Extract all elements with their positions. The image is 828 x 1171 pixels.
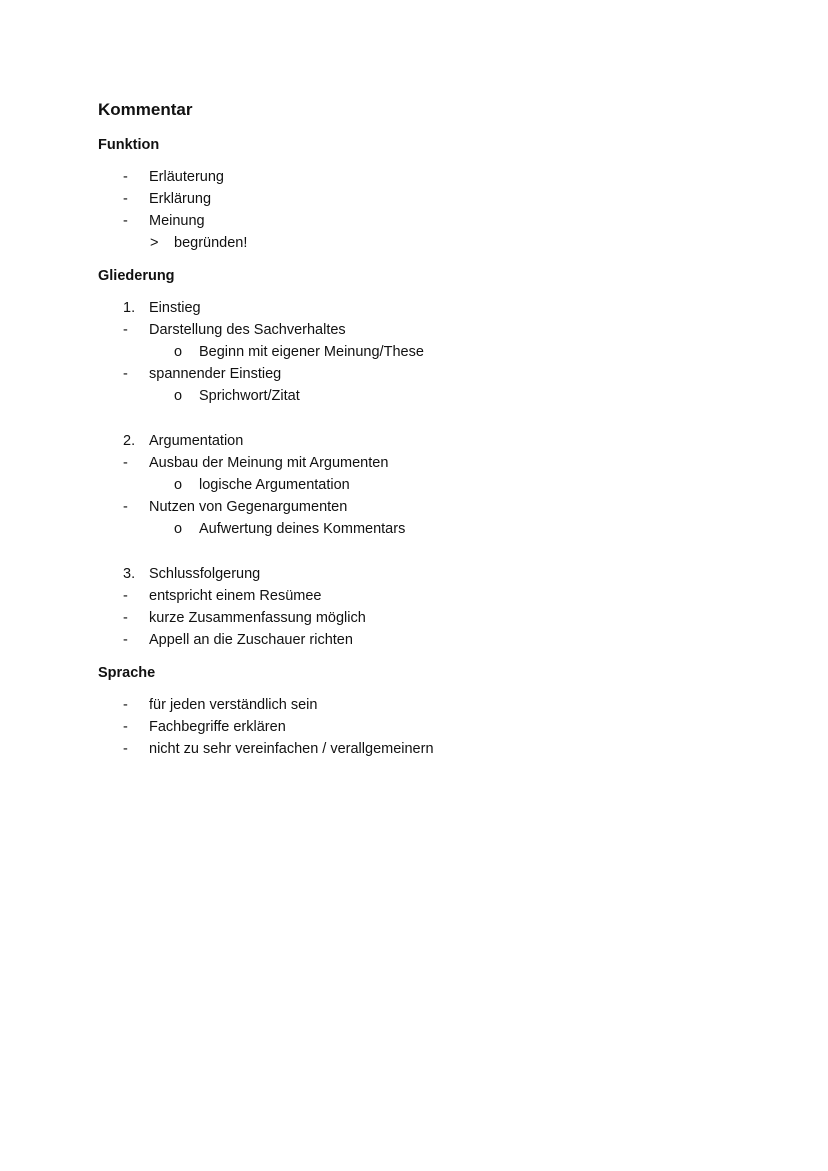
section-number: 3.	[123, 566, 136, 582]
circle-bullet: o	[174, 344, 183, 360]
list-item: Appell an die Zuschauer richten	[149, 632, 353, 648]
list-item: spannender Einstieg	[149, 366, 282, 382]
bullet-dash: -	[123, 588, 128, 604]
sub-item: Aufwertung deines Kommentars	[199, 521, 406, 537]
numbered-item: Einstieg	[149, 300, 201, 316]
bullet-dash: -	[123, 610, 128, 626]
list-item: Darstellung des Sachverhaltes	[149, 322, 346, 338]
section-heading-funktion: Funktion	[98, 137, 160, 153]
sub-item: logische Argumentation	[199, 477, 350, 493]
list-item: Nutzen von Gegenargumenten	[149, 499, 348, 515]
circle-bullet: o	[174, 388, 183, 404]
bullet-dash: -	[123, 322, 128, 338]
section-number: 1.	[123, 300, 136, 316]
bullet-dash: -	[123, 719, 128, 735]
list-item: für jeden verständlich sein	[149, 697, 318, 713]
section-heading-sprache: Sprache	[98, 665, 156, 681]
section-heading-gliederung: Gliederung	[98, 268, 175, 284]
list-item: Fachbegriffe erklären	[149, 719, 286, 735]
arrow-marker: >	[150, 235, 159, 251]
list-item: Meinung	[149, 213, 205, 229]
page-title: Kommentar	[98, 100, 193, 119]
bullet-dash: -	[123, 213, 128, 229]
list-item: Ausbau der Meinung mit Argumenten	[149, 455, 389, 471]
numbered-item: Schlussfolgerung	[149, 566, 261, 582]
list-item: entspricht einem Resümee	[149, 588, 322, 604]
list-item: Erklärung	[149, 191, 212, 207]
list-item: Erläuterung	[149, 169, 224, 185]
list-item: nicht zu sehr vereinfachen / verallgemeinern	[149, 741, 434, 757]
bullet-dash: -	[123, 632, 128, 648]
sub-item: Beginn mit eigener Meinung/These	[199, 344, 424, 360]
list-item: kurze Zusammenfassung möglich	[149, 610, 366, 626]
circle-bullet: o	[174, 477, 183, 493]
sub-item: Sprichwort/Zitat	[199, 388, 300, 404]
circle-bullet: o	[174, 521, 183, 537]
bullet-dash: -	[123, 499, 128, 515]
bullet-dash: -	[123, 191, 128, 207]
bullet-dash: -	[123, 741, 128, 757]
bullet-dash: -	[123, 697, 128, 713]
bullet-dash: -	[123, 169, 128, 185]
sub-item: begründen!	[174, 235, 248, 251]
numbered-item: Argumentation	[149, 433, 244, 449]
bullet-dash: -	[123, 366, 128, 382]
section-number: 2.	[123, 433, 136, 449]
bullet-dash: -	[123, 455, 128, 471]
